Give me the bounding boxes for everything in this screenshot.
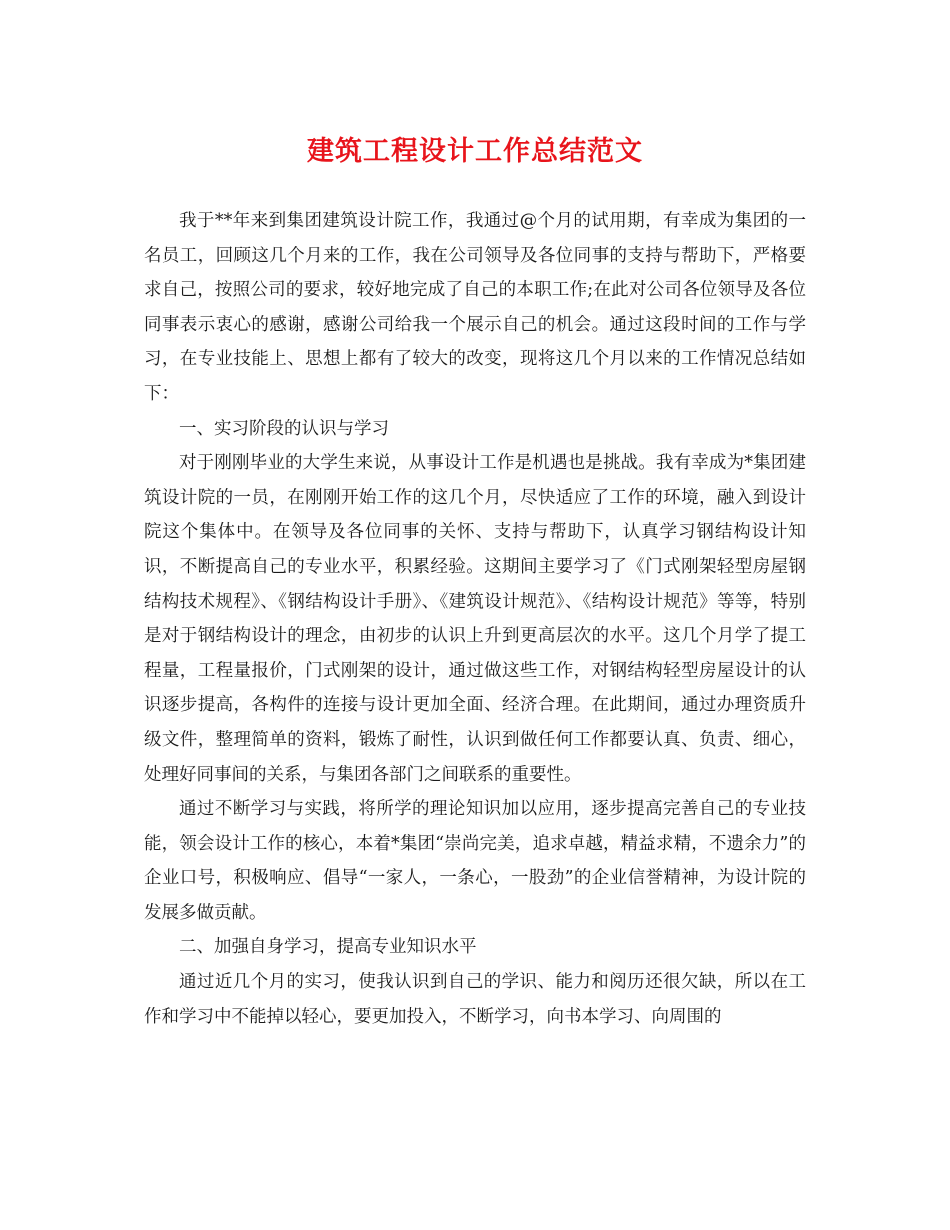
paragraph-practice: 通过不断学习与实践，将所学的理论知识加以应用，逐步提高完善自己的专业技能，领会设计工作的核心，本着*集团“崇尚完美，追求卓越，精益求精，不遗余力”的企业口号，积极响应、倡导“一家人，一条心，一股劲”的企业信誉精神，为设计院的发展多做贡献。 bbox=[144, 799, 806, 923]
paragraph-intro: 我于**年来到集团建筑设计院工作，我通过@个月的试用期，有幸成为集团的一名员工，回顾这几个月来的工作，我在公司领导及各位同事的支持与帮助下，严格要求自己，按照公司的要求，较好地完成了自己的本职工作;在此对公司各位领导及各位同事表示衷心的感谢，感谢公司给我一个展示自己的机会。通过这段时间的工作与学习，在专业技能上、思想上都有了较大的改变，现将这几个月以来的工作情况总结如下： bbox=[144, 211, 806, 404]
document-title: 建筑工程设计工作总结范文 bbox=[307, 136, 643, 167]
paragraph-section-2: 通过近几个月的实习，使我认识到自己的学识、能力和阅历还很欠缺，所以在工作和学习中不能掉以轻心，要更加投入，不断学习，向书本学习、向周围的 bbox=[144, 972, 806, 1027]
section-heading-2: 二、加强自身学习，提高专业知识水平 bbox=[179, 937, 477, 958]
section-heading-1: 一、实习阶段的认识与学习 bbox=[179, 418, 389, 439]
paragraph-section-1: 对于刚刚毕业的大学生来说，从事设计工作是机遇也是挑战。我有幸成为*集团建筑设计院的一员，在刚刚开始工作的这几个月，尽快适应了工作的环境，融入到设计院这个集体中。在领导及各位同事的关怀、支持与帮助下，认真学习钢结构设计知识，不断提高自己的专业水平，积累经验。这期间主要学习了《门式刚架轻型房屋钢结构技术规程》、《钢结构设计手册》、《建筑设计规范》、《结构设计规范》等等，特别是对于钢结构设计的理念，由初步的认识上升到更高层次的水平。这几个月学了提工程量，工程量报价，门式刚架的设计，通过做这些工作，对钢结构轻型房屋设计的认识逐步提高，各构件的连接与设计更加全面、经济合理。在此期间，通过办理资质升级文件，整理简单的资料，锻炼了耐性，认识到做任何工作都要认真、负责、细心，处理好同事间的关系，与集团各部门之间联系的重要性。 bbox=[144, 453, 806, 785]
document-body bbox=[144, 204, 806, 1034]
